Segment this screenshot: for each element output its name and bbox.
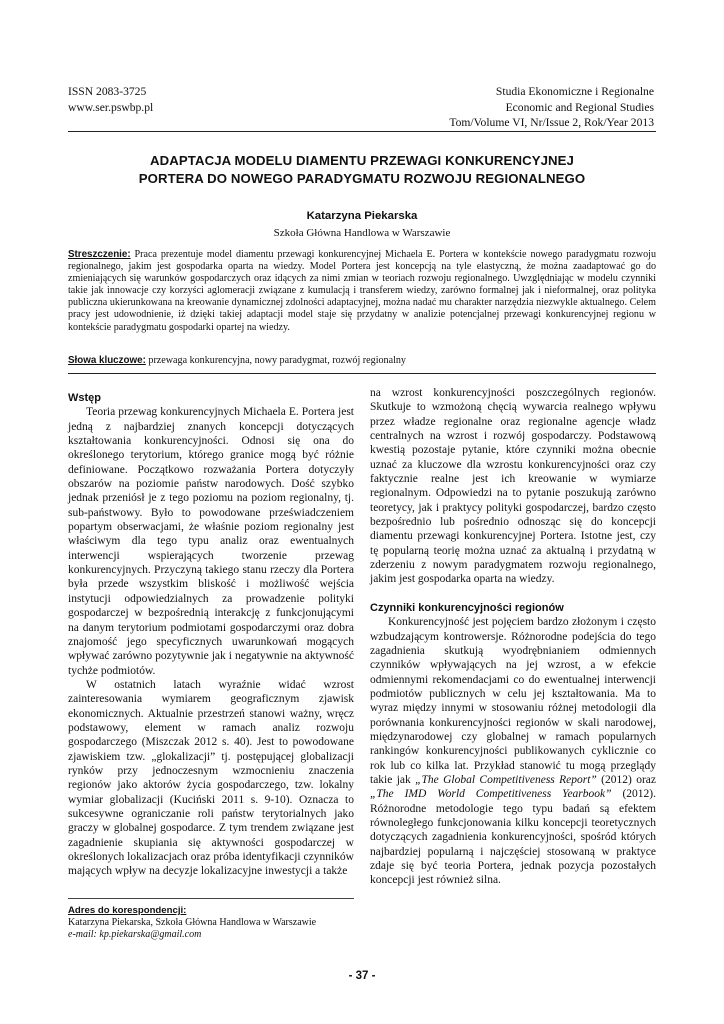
page-number: - 37 - bbox=[348, 970, 376, 982]
reference-gcr: „The Global Competitiveness Report” bbox=[415, 773, 597, 786]
paragraph-text: (2012) oraz bbox=[596, 773, 656, 786]
volume-info: Tom/Volume VI, Nr/Issue 2, Rok/Year 2013 bbox=[449, 116, 654, 129]
article-title bbox=[68, 152, 656, 188]
correspondence-footnote bbox=[68, 905, 354, 941]
header-left bbox=[68, 84, 153, 115]
abstract-rule bbox=[68, 373, 656, 374]
issn: ISSN 2083-3725 bbox=[68, 85, 147, 98]
author-affiliation: Szkoła Główna Handlowa w Warszawie bbox=[273, 227, 451, 239]
section-heading-factors: Czynniki konkurencyjności regionów bbox=[370, 601, 564, 614]
title-line-2: PORTERA DO NOWEGO PARADYGMATU ROZWOJU REGIONALNEGO bbox=[138, 171, 586, 186]
header-rule bbox=[68, 131, 656, 132]
paragraph: Teoria przewag konkurencyjnych Michaela E. Portera jest jedną z najbardziej znanych koncepcji dotyczących kształtowania konkurencyjności. Odnosi się ona do określonego terytorium, którego granice mogą być różnie definiowane. Początkowo rozważania Portera dotyczyły obszarów na poziomie państw narodowych. Dość szybko jednak przeniósł je z tego poziomu na poziom regionalny, tj. sub-państwowy. Było to powodowane przeświadczeniem popartym obserwacjami, że właśnie poziom regionalny jest właściwym dla tego typu analiz oraz ewentualnych interwencji wspierających tworzenie przewag konkurencyjnych. Przyczyną takiego stanu rzeczy dla Portera była przede wszystkim bliskość i możliwość wejścia instytucji odpowiedzialnych za prowadzenie polityki gospodarczej w bezpośrednią interakcję z funkcjonującymi na danym terytorium podmiotami gospodarczymi oraz dobra znajomość jego specyficznych uwarunkowań mogących wpływać zarówno pozytywnie jak i negatywnie na aktywność tychże podmiotów. bbox=[68, 406, 354, 677]
paragraph-text: (2012). Różnorodne metodologie tego typu badań są efektem równoległego funkcjonowania kilku koncepcji teoretycznych dotyczących zagadnienia konkurencyjności, spośród których najbardziej popularną i najczęściej stosowaną w praktyce zdaje się być teoria Portera, jednak pozycja pozostałych koncepcji jest również silna. bbox=[370, 788, 656, 887]
reference-imd: „The IMD World Competitiveness Yearbook” bbox=[370, 788, 612, 801]
abstract-text: Praca prezentuje model diamentu przewagi konkurencyjnej Michaela E. Portera w kontekście nowego paradygmatu rozwoju regionalnego, jakim jest gospodarka oparta na wiedzy. Model Portera jest koncepcją na tyle elastyczną, że można zaadaptować go do zmieniających się warunków gospodarczych oraz idących za nimi zmian w teoriach rozwoju regionalnego. Uwzględniając w modelu czynniki takie jak innowacje czy korzyści aglomeracji związane z kumulacją i transferem wiedzy, zarówno formalnej jak i nieformalnej, oraz polityka publiczna ukierunkowana na kreowanie dynamicznej zdolności adaptacyjnej, można nadać mu charakter narzędzia niezwykle aktualnego. Celem pracy jest udowodnienie, iż dzięki takiej adaptacji model staje się przydatny w analizie potencjalnej przewagi konkurencyjnej regionu w kontekście paradygmatu gospodarki opartej na wiedzy. bbox=[68, 249, 656, 333]
section-heading-intro: Wstęp bbox=[68, 392, 101, 404]
keywords-text: przewaga konkurencyjna, nowy paradygmat, rozwój regionalny bbox=[148, 355, 406, 366]
abstract-label: Streszczenie: bbox=[68, 249, 131, 260]
footnote-rule bbox=[68, 898, 354, 899]
paragraph bbox=[370, 615, 656, 888]
column-left bbox=[68, 391, 354, 879]
abstract bbox=[68, 249, 656, 334]
keywords bbox=[68, 355, 656, 367]
website: www.ser.pswbp.pl bbox=[68, 100, 154, 114]
column-right bbox=[370, 386, 656, 888]
title-line-1: ADAPTACJA MODELU DIAMENTU PRZEWAGI KONKURENCYJNEJ bbox=[150, 153, 574, 168]
footnote-address: Katarzyna Piekarska, Szkoła Główna Handlowa w Warszawie bbox=[68, 917, 317, 928]
journal-name-en: Economic and Regional Studies bbox=[505, 100, 654, 114]
journal-name-pl: Studia Ekonomiczne i Regionalne bbox=[495, 85, 654, 98]
footnote-email: e-mail: kp.piekarska@gmail.com bbox=[68, 929, 202, 940]
author-name: Katarzyna Piekarska bbox=[306, 210, 418, 222]
paragraph: W ostatnich latach wyraźnie widać wzrost zainteresowania wymiarem geograficznym zjawisk ekonomicznych. Aktualnie przestrzeń stanowi ważny, wręcz podstawowy, element w ramach analiz rozwoju gospodarczego (Miszczak 2012 s. 40). Jest to powodowane zjawiskiem tzw. „glokalizacji” tj. postępującej globalizacji rynków przy jednoczesnym wzmocnieniu znaczenia regionów jako aktorów życia gospodarczego, tzw. lokalny wymiar globalizacji (Kuciński 2011 s. 9-10). Oznacza to sukcesywne ograniczanie roli państw terytorialnych jako graczy w globalnej gospodarce. Z tym trendem związane jest zagadnienie skupiania się aktywności gospodarczej w określonych lokalizacjach oraz próba identyfikacji czynników mających wpływ na decyzje lokalizacyjne inwestycji a także bbox=[68, 678, 354, 878]
paragraph-text: Konkurencyjność jest pojęciem bardzo złożonym i często wzbudzającym kontrowersje. Różnorodne podejścia do tego zagadnienia skutkują wyodrębnianiem odmiennych czynników wpływających na jej wzrost, a w efekcie odmiennymi rekomendacjami co do ewentualnej interwencji podmiotów publicznych w celu jej kształtowania. Ma to wyraz między innymi w stosowaniu różnej metodologii dla porównania konkurencyjności regionów w skali narodowej, międzynarodowej czy globalnej w ramach popularnych rankingów konkurencyjności publikowanych cyklicznie co rok lub co kilka lat. Przykład stanowić tu mogą przeglądy takie jak bbox=[370, 616, 656, 786]
footnote-label: Adres do korespondencji: bbox=[68, 905, 187, 916]
paragraph-continued: na wzrost konkurencyjności poszczególnych regionów. Skutkuje to wzmożoną chęcią wywarcia realnego wpływu przez władze regionalne oraz regionalne agencje władz centralnych na wzrost i rozwój gospodarczy. Podstawową kwestią pozostaje pytanie, które czynniki można obecnie uznać za kluczowe dla wzrostu konkurencyjności oraz czy faktycznie realne jest ich kreowanie w wymiarze regionalnym. Odpowiedzi na to pytanie poszukują zarówno teoretycy, jak i praktycy polityki gospodarczej, bardzo często bezpośrednio lub pośrednio odnosząc się do koncepcji diamentu przewagi konkurencyjnej Portera. Istotne jest, czy tę popularną teorię można uznać za aktualną i przydatną w zderzeniu z nowym paradygmatem rozwoju regionalnego, jakim jest gospodarka oparta na wiedzy. bbox=[370, 387, 656, 586]
keywords-label: Słowa kluczowe: bbox=[68, 355, 146, 366]
header-right bbox=[449, 84, 654, 131]
